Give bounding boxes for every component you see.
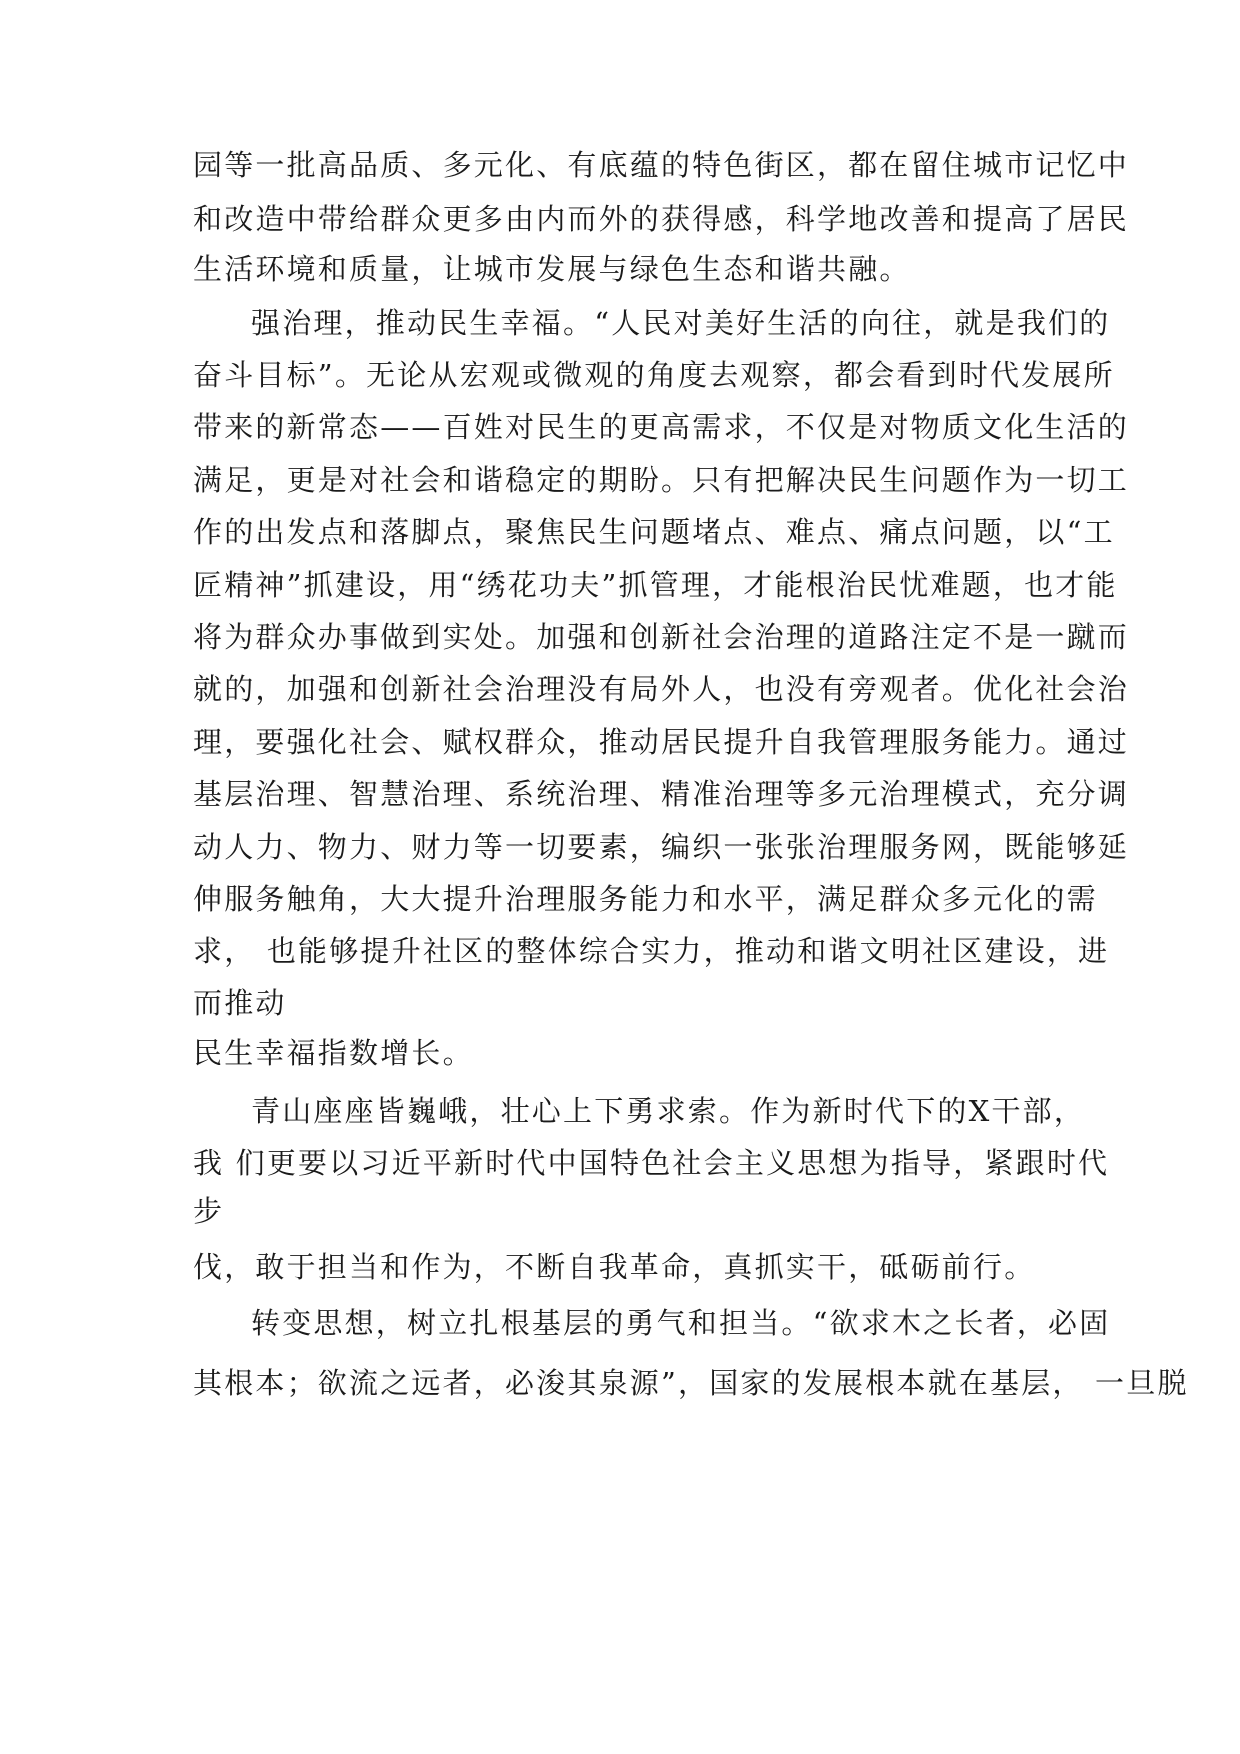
text-line: 动人力、物力、财力等一切要素，编织一张张治理服务网，既能够延 bbox=[193, 830, 1130, 864]
text-line: 匠精神”抓建设，用“绣花功夫”抓管理，才能根治民忧难题，也才能 bbox=[193, 568, 1118, 602]
text-line: 伸服务触角，大大提升治理服务能力和水平，满足群众多元化的需 bbox=[193, 882, 1098, 916]
text-line: 作的出发点和落脚点，聚焦民生问题堵点、难点、痛点问题，以“工 bbox=[193, 515, 1115, 549]
paragraph-first-line: 强治理，推动民生幸福。“人民对美好生活的向往，就是我们的 bbox=[251, 306, 1111, 340]
text-line: 园等一批高品质、多元化、有底蕴的特色街区，都在留住城市记忆中 bbox=[193, 148, 1130, 182]
text-line: 步 bbox=[193, 1194, 225, 1228]
text-line: 满足，更是对社会和谐稳定的期盼。只有把解决民生问题作为一切工 bbox=[193, 463, 1130, 497]
text-line: 伐，敢于担当和作为，不断自我革命，真抓实干，砥砺前行。 bbox=[193, 1250, 1036, 1284]
text-line: 其根本；欲流之远者，必浚其泉源”，国家的发展根本就在基层， 一旦脱 bbox=[193, 1366, 1189, 1400]
text-line: 民生幸福指数增长。 bbox=[193, 1036, 474, 1070]
text-line: 就的，加强和创新社会治理没有局外人，也没有旁观者。优化社会治 bbox=[193, 672, 1130, 706]
paragraph-first-line: 转变思想，树立扎根基层的勇气和担当。“欲求木之长者，必固 bbox=[251, 1306, 1111, 1340]
paragraph-first-line: 青山座座皆巍峨，壮心上下勇求索。作为新时代下的X干部， bbox=[251, 1094, 1086, 1128]
text-line: 基层治理、智慧治理、系统治理、精准治理等多元治理模式，充分调 bbox=[193, 777, 1130, 811]
text-line: 奋斗目标”。无论从宏观或微观的角度去观察，都会看到时代发展所 bbox=[193, 358, 1115, 392]
text-line: 求， 也能够提升社区的整体综合实力，推动和谐文明社区建设，进 bbox=[193, 934, 1110, 968]
text-line: 带来的新常态——百姓对民生的更高需求，不仅是对物质文化生活的 bbox=[193, 410, 1130, 444]
text-line: 我 们更要以习近平新时代中国特色社会主义思想为指导，紧跟时代 bbox=[193, 1146, 1110, 1180]
text-line: 而推动 bbox=[193, 986, 287, 1020]
text-line: 将为群众办事做到实处。加强和创新社会治理的道路注定不是一蹴而 bbox=[193, 620, 1130, 654]
text-line: 生活环境和质量，让城市发展与绿色生态和谐共融。 bbox=[193, 252, 911, 286]
text-line: 理，要强化社会、赋权群众，推动居民提升自我管理服务能力。通过 bbox=[193, 725, 1130, 759]
text-line: 和改造中带给群众更多由内而外的获得感，科学地改善和提高了居民 bbox=[193, 202, 1130, 236]
